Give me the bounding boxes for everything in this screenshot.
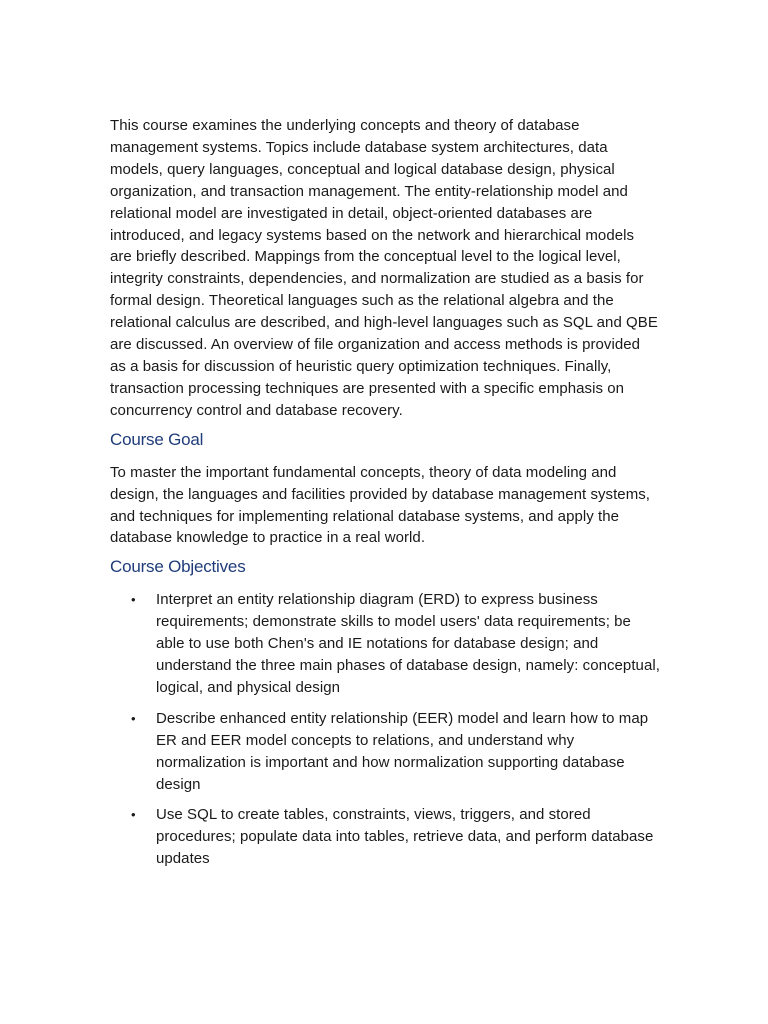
course-objectives-heading: Course Objectives	[110, 557, 246, 577]
list-item	[110, 708, 660, 796]
objective-text: Describe enhanced entity relationship (EER) model and learn how to map ER and EER model concepts to relations, and understand why normalization is important and how normalization supporting database design	[156, 709, 649, 793]
course-goal-heading: Course Goal	[110, 429, 204, 449]
list-item	[110, 804, 660, 870]
bullet-icon: •	[131, 592, 136, 608]
objectives-list	[110, 589, 660, 870]
list-item	[110, 589, 660, 699]
objective-text: Use SQL to create tables, constraints, views, triggers, and stored procedures; populate data into tables, retrieve data, and perform database updates	[156, 806, 654, 868]
bullet-icon: •	[131, 807, 136, 823]
course-description: This course examines the underlying concepts and theory of database management systems. Topics include database system architectures, data models, query languages, conceptual and logical database design, physical organization, and transaction management. The entity-relationship model and relational model are investigated in detail, object-oriented databases are introduced, and legacy systems based on the network and hierarchical models are briefly described. Mappings from the conceptual level to the logical level, integrity constraints, dependencies, and normalization are studied as a basis for formal design. Theoretical languages such as the relational algebra and the relational calculus are described, and high-level languages such as SQL and QBE are discussed. An overview of file organization and access methods is provided as a basis for discussion of heuristic query optimization techniques. Finally, transaction processing techniques are presented with a specific emphasis on concurrency control and database recovery.	[110, 117, 658, 419]
objective-text: Interpret an entity relationship diagram (ERD) to express business requirements; demonstrate skills to model users' data requirements; be able to use both Chen's and IE notations for database design; and understand the three main phases of database design, namely: conceptual, logical, and physical design	[156, 591, 660, 696]
bullet-icon: •	[131, 710, 136, 726]
course-goal-text: To master the important fundamental concepts, theory of data modeling and design, the languages and facilities provided by database management systems, and techniques for implementing relational database systems, and apply the database knowledge to practice in a real world.	[110, 463, 651, 547]
